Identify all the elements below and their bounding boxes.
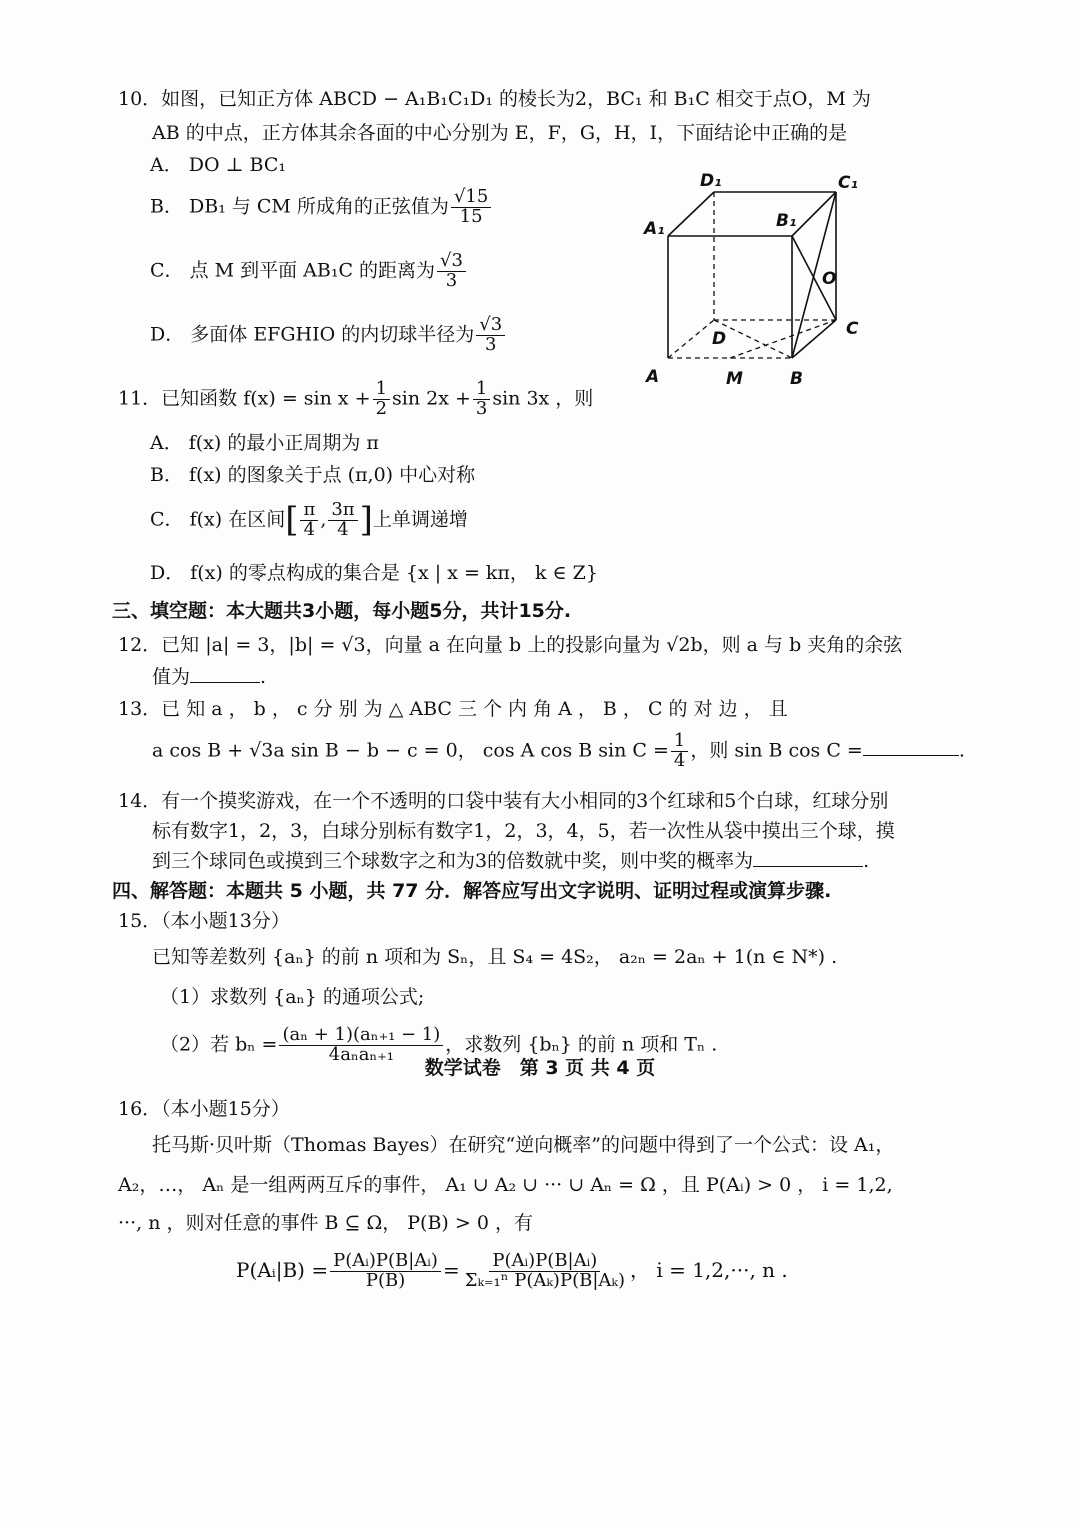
- q15-bn-fraction: $\frac{\text{(aₙ + 1)(aₙ₊₁ − 1)}}{\text{4aₙaₙ₊₁}}$: [279, 1026, 443, 1065]
- q13-answer-blank: [863, 754, 959, 756]
- section-4-heading: 四、解答题：本题共 5 小题，共 77 分．解答应写出文字说明、证明过程或演算步骤.: [112, 880, 832, 902]
- q16-line3: ···, n ，则对任意的事件 B ⊆ Ω， P(B) > 0 ，有: [118, 1212, 533, 1234]
- q11-option-d: D． f(x) 的零点构成的集合是 {x | x = kπ， k ∈ Z}: [150, 562, 598, 584]
- q16-heading: 16．（本小题15分）: [118, 1098, 290, 1120]
- q11-interval-right: $\frac{3\pi}{4}$: [328, 501, 357, 540]
- label-B1: B₁: [776, 211, 797, 231]
- q11-option-a: A． f(x) 的最小正周期为 π: [150, 432, 379, 454]
- label-B: B: [790, 369, 803, 389]
- hidden-edge-AD: [668, 320, 714, 358]
- page-footer: 数学试卷 第 3 页 共 4 页: [424, 1057, 656, 1079]
- q10-option-c: [150, 252, 468, 291]
- q10-option-b-fraction: $\frac{√15}{15}$: [451, 188, 491, 227]
- label-C: C: [846, 319, 859, 339]
- q10-option-b-text: B． DB₁ 与 CM 所成角的正弦值为: [150, 195, 449, 218]
- q14-line2: 标有数字1，2，3，白球分别标有数字1，2，3，4，5，若一次性从袋中摸出三个球，摸: [152, 820, 895, 842]
- q13-line1: 13．已 知 a ， b ， c 分 别 为 △ ABC 三 个 内 角 A ， B ， C 的 对 边 ， 且: [118, 698, 788, 720]
- bayes-fraction-1: $\frac{\text{P(Aᵢ)P(B|Aᵢ)}}{P(B)}$: [330, 1252, 441, 1291]
- q15-heading: 15．（本小题13分）: [118, 910, 290, 932]
- q11-frac-third: $\frac{1}{3}$: [473, 380, 490, 419]
- q14-answer-blank: [753, 865, 863, 867]
- cube-figure: [630, 160, 880, 400]
- label-D1: D₁: [700, 171, 722, 191]
- q16-line1: 托马斯·贝叶斯（Thomas Bayes）在研究“逆向概率”的问题中得到了一个公式：设 A₁，: [152, 1134, 895, 1156]
- q11-option-b: B． f(x) 的图象关于点 (π,0) 中心对称: [150, 464, 476, 486]
- q14-line3: 到三个球同色或摸到三个球数字之和为3的倍数就中奖，则中奖的概率为 .: [152, 850, 870, 872]
- q10-option-b: [150, 188, 493, 227]
- label-M: M: [726, 369, 743, 389]
- q10-option-d: [150, 316, 507, 355]
- q13-line2: a cos B + √3a sin B − b − c = 0， cos A cos B sin C = $\frac{1}{4}$ ，则 sin B cos C = .: [152, 730, 965, 771]
- label-C1: C₁: [838, 173, 858, 193]
- q10-option-d-text: D． 多面体 EFGHIO 的内切球半径为: [150, 323, 475, 346]
- q11-stem: 11．已知函数 f(x) = sin x + $\frac{1}{2}$ sin 2x + $\frac{1}{3}$ sin 3x ，则: [118, 378, 594, 419]
- q10-option-d-fraction: $\frac{√3}{3}$: [476, 316, 505, 355]
- bayes-formula: P(Aᵢ|B) = $\frac{\text{P(Aᵢ)P(B|Aᵢ)}}{P(B)}$ = $\frac{\text{P(Aᵢ)P(B|Aᵢ)}}{\text{Σₖ₌₁ⁿ P(Aₖ)P(B|Aₖ)}}$ ， i = 1,2,···, n .: [236, 1250, 788, 1291]
- q10-line2: AB 的中点，正方体其余各面的中心分别为 E，F，G，H，I，下面结论中正确的是: [152, 122, 848, 144]
- edge-BC: [792, 320, 836, 358]
- q10-option-c-text: C． 点 M 到平面 AB₁C 的距离为: [150, 259, 436, 282]
- q15-stem: 已知等差数列 {aₙ} 的前 n 项和为 Sₙ，且 S₄ = 4S₂， a₂ₙ = 2aₙ + 1(n ∈ N*) .: [152, 946, 838, 968]
- q15-part1: （1）求数列 {aₙ} 的通项公式;: [160, 986, 425, 1008]
- q16-line2: A₂，…， Aₙ 是一组两两互斥的事件， A₁ ∪ A₂ ∪ ··· ∪ Aₙ = Ω ，且 P(Aᵢ) > 0 ， i = 1,2,: [118, 1174, 893, 1196]
- q14-line1: 14．有一个摸奖游戏，在一个不透明的口袋中装有大小相同的3个红球和5个白球，红球分别: [118, 790, 889, 812]
- q15-part2: （2）若 bₙ = $\frac{\text{(aₙ + 1)(aₙ₊₁ − 1)}}{\text{4aₙaₙ₊₁}}$ ，求数列 {bₙ} 的前 n 项和 Tₙ .: [160, 1024, 718, 1065]
- edge-A1D1: [668, 192, 714, 236]
- label-A: A: [646, 367, 660, 387]
- section-3-heading: 三、填空题：本大题共3小题，每小题5分，共计15分.: [112, 600, 572, 622]
- q11-frac-half: $\frac{1}{2}$: [373, 380, 390, 419]
- q10-option-a: A． DO ⊥ BC₁: [150, 154, 286, 176]
- q10-option-c-fraction: $\frac{√3}{3}$: [437, 252, 466, 291]
- q10-line1: 10．如图，已知正方体 ABCD − A₁B₁C₁D₁ 的棱长为2，BC₁ 和 B₁C 相交于点O，M 为: [118, 88, 871, 110]
- q12-line1: 12．已知 |a| = 3，|b| = √3，向量 a 在向量 b 上的投影向量为 √2b，则 a 与 b 夹角的余弦: [118, 634, 903, 656]
- q13-frac-quarter: $\frac{1}{4}$: [671, 732, 688, 771]
- q12-answer-blank: [190, 681, 260, 683]
- label-O: O: [822, 269, 837, 289]
- q12-line2: 值为 .: [152, 666, 267, 688]
- label-D: D: [712, 329, 727, 349]
- bayes-fraction-2: $\frac{\text{P(Aᵢ)P(B|Aᵢ)}}{\text{Σₖ₌₁ⁿ P(Aₖ)P(B|Aₖ)}}$: [464, 1250, 625, 1291]
- q11-interval-left: $\frac{\pi}{4}$: [300, 501, 318, 540]
- label-A1: A₁: [644, 219, 665, 239]
- hidden-MC: [730, 320, 836, 358]
- q11-option-c: C． f(x) 在区间[ $\frac{\pi}{4}$ , $\frac{3\pi}{4}$ ]上单调递增: [150, 499, 468, 540]
